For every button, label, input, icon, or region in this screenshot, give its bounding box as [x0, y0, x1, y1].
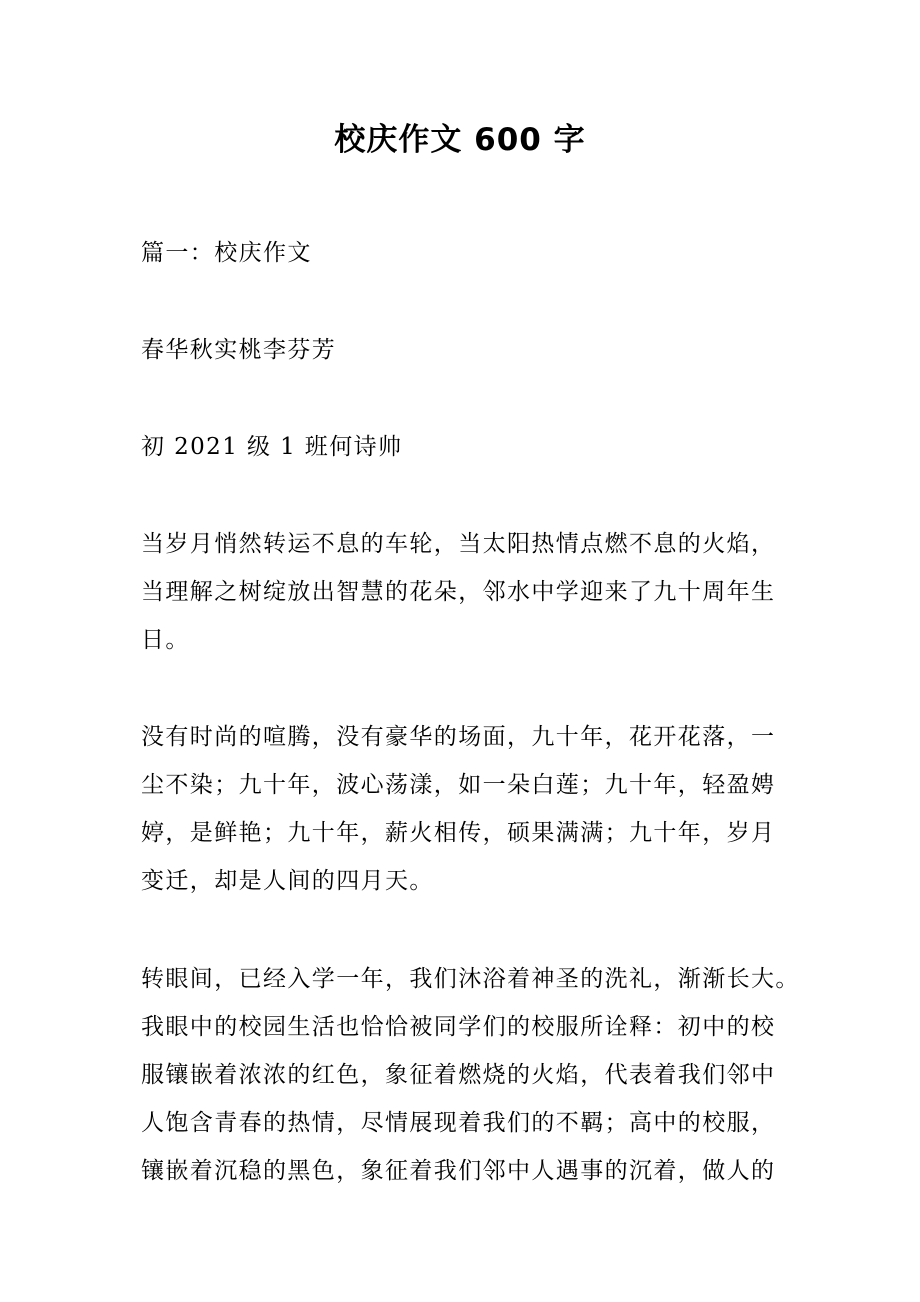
paragraph-line: 当理解之树绽放出智慧的花朵，邻水中学迎来了九十周年生	[141, 579, 776, 605]
paragraph-line: 服镶嵌着浓浓的红色，象征着燃烧的火焰，代表着我们邻中	[141, 1062, 776, 1088]
paragraph-line: 当岁月悄然转运不息的车轮，当太阳热情点燃不息的火焰，	[141, 531, 776, 557]
paragraph-line: 镶嵌着沉稳的黑色，象征着我们邻中人遇事的沉着，做人的	[141, 1158, 776, 1184]
paragraph-2	[141, 713, 801, 905]
paragraph-line: 没有时尚的喧腾，没有豪华的场面，九十年，花开花落，一	[141, 724, 776, 750]
paragraph-line: 转眼间，已经入学一年，我们沐浴着神圣的洗礼，渐渐长大。	[141, 966, 800, 992]
paragraph-line: 婷，是鲜艳；九十年，薪火相传，硕果满满；九十年，岁月	[141, 820, 776, 846]
paragraph-line: 尘不染；九十年，波心荡漾，如一朵白莲；九十年，轻盈娉	[141, 772, 776, 798]
paragraph-3	[141, 955, 801, 1195]
paragraph-line: 我眼中的校园生活也恰恰被同学们的校服所诠释：初中的校	[141, 1014, 776, 1040]
section-heading: 篇一：校庆作文	[141, 240, 312, 266]
paragraph-line: 人饱含青春的热情，尽情展现着我们的不羁；高中的校服，	[141, 1110, 776, 1136]
paragraph-line: 日。	[141, 627, 190, 653]
paragraph-line: 变迁，却是人间的四月天。	[141, 868, 434, 894]
document-title: 校庆作文 600 字	[334, 122, 586, 158]
author-line: 初 2021 级 1 班何诗帅	[141, 434, 403, 460]
paragraph-1	[141, 520, 801, 664]
essay-subtitle: 春华秋实桃李芬芳	[141, 337, 337, 363]
